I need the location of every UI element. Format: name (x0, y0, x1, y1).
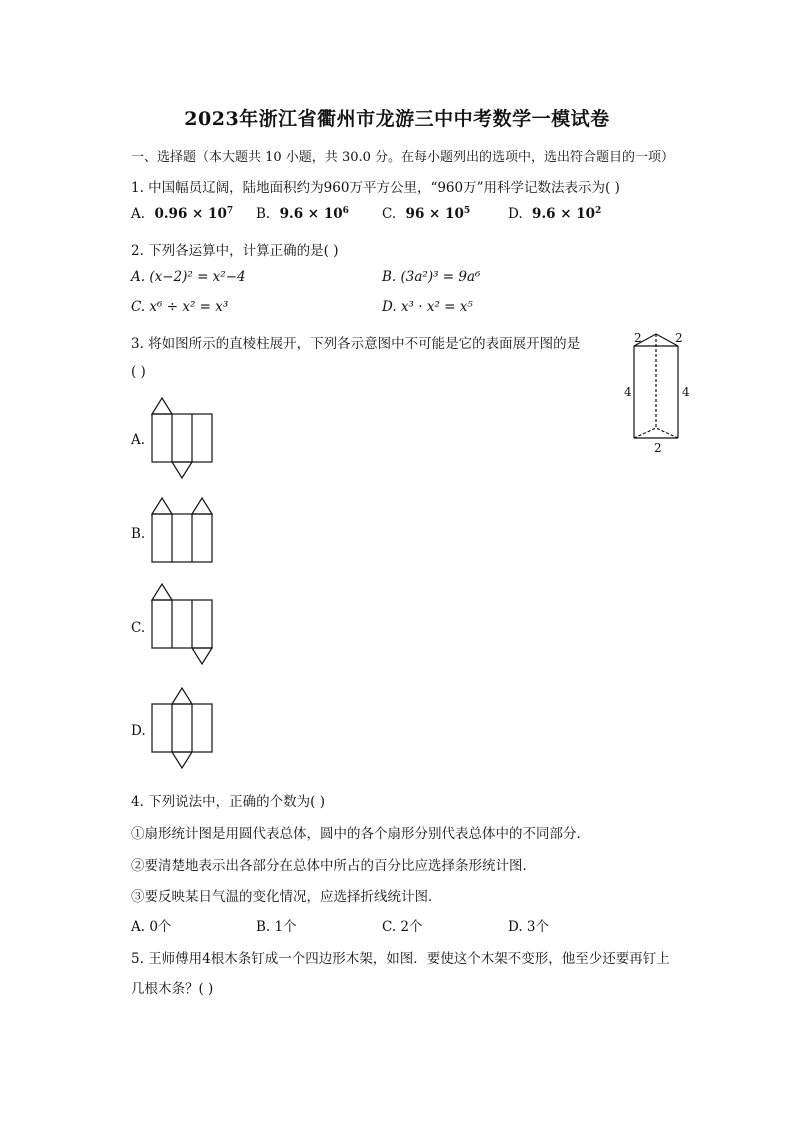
net-d-body (152, 704, 212, 752)
q4-option-d: D. 3个 (508, 919, 550, 935)
q5-stem-line2: 几根木条？( ) (131, 981, 214, 997)
q1-d-base: 9.6 × 10 (532, 206, 596, 222)
q3-option-c-label: C. (131, 620, 146, 636)
q1-stem: 1. 中国幅员辽阔，陆地面积约为960万平方公里，“960万”用科学记数法表示为( ) (131, 180, 620, 196)
q1-option-c (382, 206, 470, 222)
prism-label-left: 4 (624, 385, 632, 399)
net-d-top-triangle (172, 688, 192, 704)
q1-option-d (508, 206, 601, 222)
q2-option-d: D. x³ · x² = x⁵ (382, 299, 473, 315)
net-a-top-triangle (152, 398, 172, 414)
net-b-left-triangle (152, 498, 172, 514)
prism-label-top-left: 2 (634, 331, 642, 345)
q3-option-a-label: A. (131, 432, 146, 448)
q1-a-label: A. (131, 206, 146, 222)
prism-bottom-back-left (634, 428, 656, 438)
q1-c-exp: 5 (463, 206, 471, 216)
q4-statement-2: ②要清楚地表示出各部分在总体中所占的百分比应选择条形统计图． (131, 858, 536, 874)
q3-option-c-net (150, 582, 218, 668)
q1-d-label: D. (508, 206, 523, 222)
q4-stem: 4. 下列说法中，正确的个数为( ) (131, 794, 325, 810)
q4-option-b: B. 1个 (256, 919, 297, 935)
net-c-body (152, 600, 212, 648)
q5-stem-line1: 5. 王师傅用4根木条钉成一个四边形木架，如图．要使这个木架不变形，他至少还要再钉上 (131, 951, 670, 967)
q3-stem: 3. 将如图所示的直棱柱展开，下列各示意图中不可能是它的表面展开图的是 (131, 336, 581, 352)
net-a-body (152, 414, 212, 462)
net-b-right-triangle (192, 498, 212, 514)
q4-statement-3: ③要反映某日气温的变化情况，应选择折线统计图． (131, 889, 442, 905)
net-c-bottom-triangle (192, 648, 212, 664)
q4-option-a: A. 0个 (131, 919, 172, 935)
net-a-bottom-triangle (172, 462, 192, 478)
q4-option-c: C. 2个 (382, 919, 423, 935)
q1-option-b (256, 206, 349, 222)
q1-option-a (131, 206, 233, 222)
q1-c-base: 96 × 10 (405, 206, 464, 222)
q1-d-exp: 2 (595, 206, 602, 216)
prism-bottom-back-right (656, 428, 678, 438)
q4-statement-1: ①扇形统计图是用圆代表总体，圆中的各个扇形分别代表总体中的不同部分． (131, 826, 590, 842)
q2-option-c: C. x⁶ ÷ x² = x³ (131, 299, 229, 315)
q2-option-b: B. (3a²)³ = 9a⁶ (382, 269, 481, 285)
q3-answer-paren: ( ) (131, 364, 146, 380)
section-heading: 一、选择题（本大题共 10 小题，共 30.0 分。在每小题列出的选项中，选出符合题目的一项） (131, 150, 675, 165)
prism-label-top-right: 2 (675, 331, 683, 345)
net-c-top-triangle (152, 584, 172, 600)
q2-option-a: A. (x−2)² = x²−4 (131, 269, 246, 285)
q3-option-b-net (150, 496, 218, 566)
q3-option-d-net (150, 686, 218, 772)
q1-b-exp: 6 (342, 206, 349, 216)
q1-c-label: C. (382, 206, 397, 222)
q1-a-exp: 7 (226, 206, 234, 216)
page-title: 2023年浙江省衢州市龙游三中中考数学一模试卷 (184, 108, 610, 130)
q2-stem: 2. 下列各运算中，计算正确的是( ) (131, 243, 339, 259)
net-d-bottom-triangle (172, 752, 192, 768)
q1-a-base: 0.96 × 10 (154, 206, 227, 222)
prism-label-bottom: 2 (654, 441, 662, 455)
q1-b-label: B. (256, 206, 271, 222)
prism-label-right: 4 (682, 385, 690, 399)
q1-b-base: 9.6 × 10 (279, 206, 343, 222)
net-b-body (152, 514, 212, 562)
prism-figure (618, 328, 698, 456)
q3-option-b-label: B. (131, 526, 146, 542)
q3-option-a-net (150, 396, 218, 482)
q3-option-d-label: D. (131, 723, 146, 739)
